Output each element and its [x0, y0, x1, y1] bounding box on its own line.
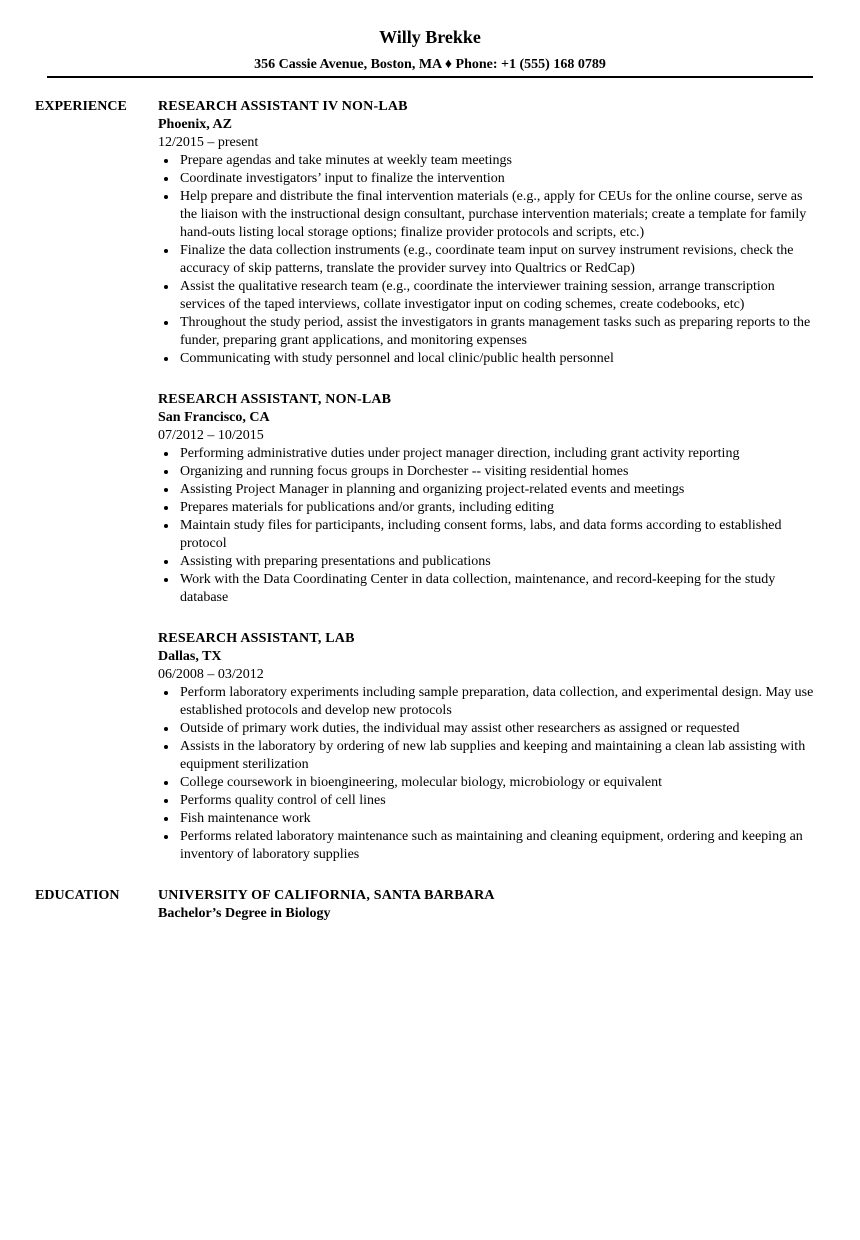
job-duty-text: College coursework in bioengineering, molecular biology, microbiology or equivalent: [180, 775, 662, 790]
job-dates: 07/2012 – 10/2015: [158, 428, 264, 443]
experience-heading: EXPERIENCE: [35, 99, 127, 114]
bullet-dot-icon: [164, 745, 168, 749]
job-duty-text: Prepares materials for publications and/or grants, including editing: [180, 500, 555, 515]
job-title: RESEARCH ASSISTANT IV NON-LAB: [158, 99, 408, 114]
bullet-dot-icon: [164, 817, 168, 821]
job-duty-item: [158, 517, 820, 553]
candidate-name: Willy Brekke: [379, 27, 481, 47]
bullet-dot-icon: [164, 321, 168, 325]
job-title: RESEARCH ASSISTANT, LAB: [158, 631, 355, 646]
job-duty-item: [158, 571, 820, 607]
job-duties-list: [158, 445, 825, 607]
job-duty-text: Work with the Data Coordinating Center in data collection, maintenance, and record-keeping for the study database: [180, 572, 776, 605]
education-body: [158, 887, 825, 923]
bullet-dot-icon: [164, 249, 168, 253]
job-duty-item: [158, 242, 820, 278]
contact-line: 356 Cassie Avenue, Boston, MA ♦ Phone: +1 (555) 168 0789: [254, 57, 606, 72]
job-duty-text: Finalize the data collection instruments (e.g., coordinate team input on survey instrument revisions, check the accuracy of skip patterns, translate the provider survey into Qualtrics or RedCap): [180, 243, 794, 276]
job-duty-item: [158, 152, 820, 170]
job-duty-item: [158, 684, 820, 720]
job-title: RESEARCH ASSISTANT, NON-LAB: [158, 392, 392, 407]
education-school: UNIVERSITY OF CALIFORNIA, SANTA BARBARA: [158, 888, 495, 903]
bullet-dot-icon: [164, 524, 168, 528]
header-divider: [47, 76, 813, 78]
job-duty-text: Assisting Project Manager in planning and organizing project-related events and meetings: [180, 482, 685, 497]
job-dates: 06/2008 – 03/2012: [158, 667, 264, 682]
job-duty-text: Coordinate investigators’ input to finalize the intervention: [180, 171, 505, 186]
job-duty-text: Throughout the study period, assist the investigators in grants management tasks such as preparing reports to the funder, preparing grant applications, and monitoring expenses: [180, 315, 811, 348]
job-duty-item: [158, 828, 820, 864]
bullet-dot-icon: [164, 195, 168, 199]
job-duty-text: Organizing and running focus groups in Dorchester -- visiting residential homes: [180, 464, 629, 479]
job-duty-text: Performs related laboratory maintenance such as maintaining and cleaning equipment, ordering and keeping an inventory of laboratory supplies: [180, 829, 803, 862]
experience-list: [158, 98, 825, 864]
job-duty-item: [158, 463, 820, 481]
job-location: Phoenix, AZ: [158, 117, 232, 132]
job-duty-text: Assists in the laboratory by ordering of new lab supplies and keeping and maintaining a clean lab assisting with equipment sterilization: [180, 739, 806, 772]
resume-header: [0, 0, 860, 78]
job-duty-text: Performing administrative duties under project manager direction, including grant activity reporting: [180, 446, 740, 461]
bullet-dot-icon: [164, 159, 168, 163]
job-duty-item: [158, 481, 820, 499]
bullet-dot-icon: [164, 470, 168, 474]
bullet-dot-icon: [164, 177, 168, 181]
job-duty-text: Outside of primary work duties, the individual may assist other researchers as assigned or requested: [180, 721, 740, 736]
job-entry: [158, 630, 825, 864]
job-duty-item: [158, 188, 820, 242]
job-duty-item: [158, 792, 820, 810]
education-heading: EDUCATION: [35, 888, 120, 903]
job-duty-item: [158, 278, 820, 314]
job-dates: 12/2015 – present: [158, 135, 259, 150]
job-duty-text: Communicating with study personnel and local clinic/public health personnel: [180, 351, 614, 366]
bullet-dot-icon: [164, 452, 168, 456]
job-location: San Francisco, CA: [158, 410, 270, 425]
bullet-dot-icon: [164, 560, 168, 564]
education-degree: Bachelor’s Degree in Biology: [158, 906, 331, 921]
bullet-dot-icon: [164, 691, 168, 695]
job-duty-text: Performs quality control of cell lines: [180, 793, 386, 808]
bullet-dot-icon: [164, 488, 168, 492]
experience-section: [35, 98, 825, 864]
job-duty-text: Maintain study files for participants, including consent forms, labs, and data forms according to established protocol: [180, 518, 782, 551]
job-duty-item: [158, 445, 820, 463]
job-duty-text: Assisting with preparing presentations and publications: [180, 554, 491, 569]
bullet-dot-icon: [164, 835, 168, 839]
job-duties-list: [158, 684, 825, 864]
bullet-dot-icon: [164, 285, 168, 289]
job-duty-text: Perform laboratory experiments including sample preparation, data collection, and experimental design. May use established protocols and develop new protocols: [180, 685, 814, 718]
bullet-dot-icon: [164, 799, 168, 803]
education-section: [35, 887, 825, 923]
job-location: Dallas, TX: [158, 649, 222, 664]
job-entry: [158, 391, 825, 607]
bullet-dot-icon: [164, 506, 168, 510]
job-duty-text: Help prepare and distribute the final intervention materials (e.g., apply for CEUs for the online course, serve as the liaison with the instructional design consultant, purchase intervention materials; create a template for family hand-outs listing local storage options; finalize provider protocols and scripts, etc.): [180, 189, 807, 240]
bullet-dot-icon: [164, 781, 168, 785]
job-duty-item: [158, 810, 820, 828]
job-duty-item: [158, 720, 820, 738]
job-duty-item: [158, 314, 820, 350]
job-duty-item: [158, 553, 820, 571]
bullet-dot-icon: [164, 727, 168, 731]
job-duty-item: [158, 499, 820, 517]
job-duty-text: Fish maintenance work: [180, 811, 311, 826]
bullet-dot-icon: [164, 578, 168, 582]
job-entry: [158, 98, 825, 368]
job-duty-item: [158, 170, 820, 188]
job-duty-item: [158, 350, 820, 368]
job-duty-item: [158, 774, 820, 792]
job-duty-text: Prepare agendas and take minutes at weekly team meetings: [180, 153, 512, 168]
job-duty-item: [158, 738, 820, 774]
job-duties-list: [158, 152, 825, 368]
job-duty-text: Assist the qualitative research team (e.g., coordinate the interviewer training session, arrange transcription services of the taped interviews, collate investigator input on coding schemes, create codebooks, etc): [180, 279, 775, 312]
bullet-dot-icon: [164, 357, 168, 361]
